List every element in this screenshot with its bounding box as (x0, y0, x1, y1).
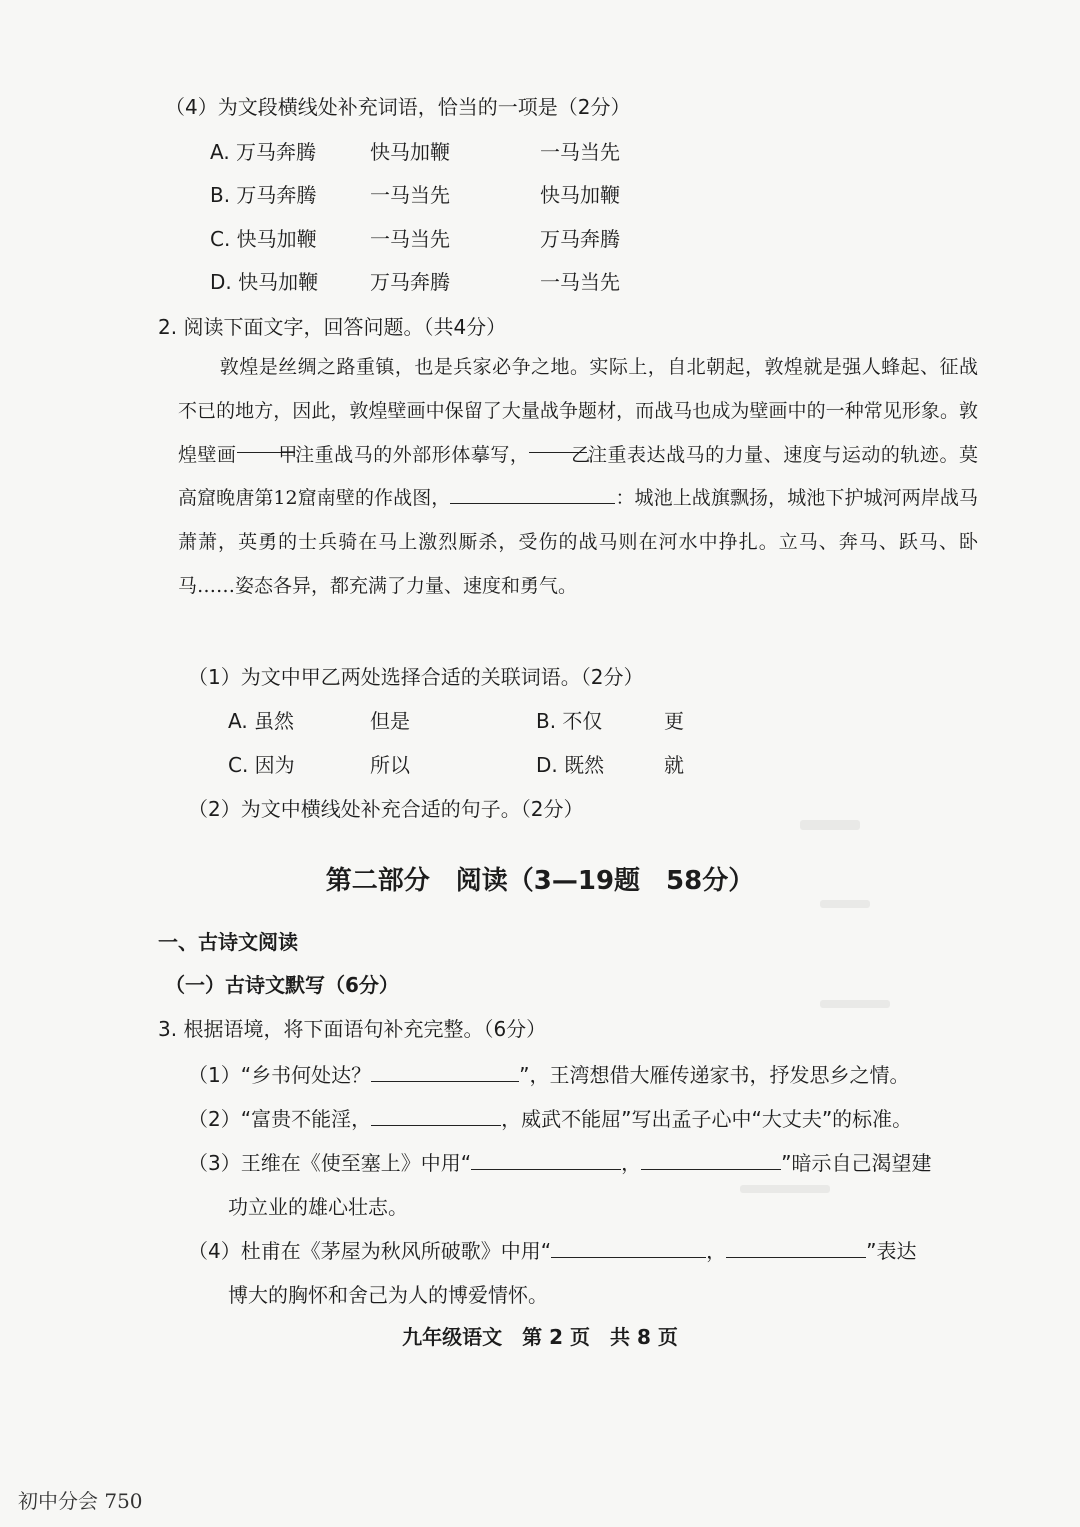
q2-option-b2: 更 (664, 709, 684, 733)
section2-sub1-title: （一）古诗文默写（6分） (165, 973, 399, 997)
option-c-label: C. 快马加鞭 (210, 227, 317, 251)
passage-blank-line (450, 485, 615, 504)
q2-option-a1: A. 虽然 (228, 709, 295, 733)
q3-item2-blank (371, 1107, 501, 1126)
scan-smudge (820, 1000, 890, 1008)
q3-item3-blank2 (641, 1151, 781, 1170)
q3-item3-continued: 功立业的雄心壮志。 (228, 1195, 408, 1219)
option-b-col3: 快马加鞭 (540, 183, 620, 207)
blank-jia (237, 434, 298, 466)
corner-label: 初中分会 750 (18, 1489, 143, 1513)
scan-smudge (740, 1185, 830, 1193)
option-d-label: D. 快马加鞭 (210, 270, 319, 294)
option-a-col3: 一马当先 (540, 140, 620, 164)
q3-item4-blank1 (551, 1239, 706, 1258)
passage-part2: 注重战马的外部形体摹写， (294, 443, 530, 466)
q3-item4-comma: ， (706, 1239, 727, 1263)
q3-item3-start: （3）王维在《使至塞上》中用“ (188, 1151, 472, 1175)
q3-prompt: 3. 根据语境，将下面语句补充完整。（6分） (158, 1017, 547, 1041)
blank-yi-label: 乙 (571, 443, 591, 466)
q3-item3-comma: ， (621, 1151, 642, 1175)
q3-item1-start: （1）“乡书何处达？ (188, 1063, 372, 1087)
scan-smudge (820, 900, 870, 908)
q2-sub2-prompt: （2）为文中横线处补充合适的句子。（2分） (188, 797, 584, 821)
q2-option-c1: C. 因为 (228, 753, 295, 777)
q3-item1-end: ”，王湾想借大雁传递家书，抒发思乡之情。 (519, 1063, 910, 1087)
option-a-col2: 快马加鞭 (370, 140, 450, 164)
q2-passage (178, 346, 978, 609)
q3-item4-start: （4）杜甫在《茅屋为秋风所破歌》中用“ (188, 1239, 552, 1263)
q3-item3-end: ”暗示自己渴望建 (781, 1151, 932, 1175)
q2-option-c2: 所以 (370, 753, 410, 777)
q3-item4-continued: 博大的胸怀和舍己为人的博爱情怀。 (228, 1283, 548, 1307)
q3-item1-blank (371, 1063, 519, 1082)
q2-prompt: 2. 阅读下面文字，回答问题。（共4分） (158, 315, 507, 339)
option-b-col2: 一马当先 (370, 183, 450, 207)
q3-item-2 (188, 1107, 912, 1131)
option-c-col2: 一马当先 (370, 227, 450, 251)
q2-option-d1: D. 既然 (536, 753, 605, 777)
option-a-label: A. 万马奔腾 (210, 140, 317, 164)
q2-option-b1: B. 不仅 (536, 709, 603, 733)
q3-item4-blank2 (726, 1239, 866, 1258)
q2-option-d2: 就 (664, 753, 684, 777)
passage-part4: ：城池上战旗飘扬，城池下护城河两岸战马萧萧，英勇的士兵骑在马上激烈厮杀，受伤的战马则在河水中挣扎。立马、奔马、跃马、卧马……姿态各异，都充满了力量、速度和勇气。 (178, 487, 978, 597)
q2-option-a2: 但是 (370, 709, 410, 733)
page-footer: 九年级语文 第 2 页 共 8 页 (402, 1325, 678, 1349)
passage-part1: 敦煌是丝绸之路重镇，也是兵家必争之地。实际上，自北朝起，敦煌就是强人蜂起、征战不已的地方，因此，敦煌壁画中保留了大量战争题材，而战马也成为壁画中的一种常见形象。敦煌壁画 (178, 356, 978, 466)
q3-item-3 (188, 1151, 931, 1175)
section2-heading: 第二部分 阅读（3—19题 58分） (325, 866, 755, 896)
option-c-col3: 万马奔腾 (540, 227, 620, 251)
option-d-col2: 万马奔腾 (370, 270, 450, 294)
section2-part1-title: 一、古诗文阅读 (158, 930, 298, 954)
q3-item4-end: ”表达 (866, 1239, 917, 1263)
option-d-col3: 一马当先 (540, 270, 620, 294)
q3-item-1 (188, 1063, 909, 1087)
q2-sub1-prompt: （1）为文中甲乙两处选择合适的关联词语。（2分） (188, 665, 644, 689)
q3-item2-start: （2）“富贵不能淫， (188, 1107, 372, 1131)
q3-item3-blank1 (471, 1151, 621, 1170)
blank-jia-label: 甲 (278, 443, 298, 466)
option-b-label: B. 万马奔腾 (210, 183, 317, 207)
q1-4-prompt: （4）为文段横线处补充词语，恰当的一项是（2分） (165, 95, 631, 119)
q3-item-4 (188, 1239, 916, 1263)
scan-smudge (800, 820, 860, 830)
passage-part3: 注重表达战马的力量、速度与运动的轨迹。莫高窟晚唐第12窟南壁的作战图， (178, 443, 978, 510)
blank-yi (529, 434, 591, 466)
q3-item2-end: ，威武不能屈”写出孟子心中“大丈夫”的标准。 (501, 1107, 913, 1131)
